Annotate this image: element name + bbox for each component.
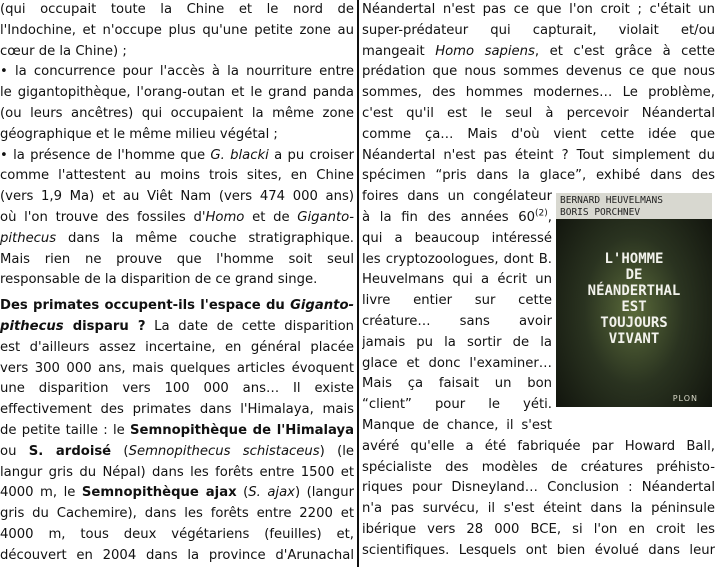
text-fragment: livre entier sur cette bbox=[362, 293, 552, 309]
text-fragment: effectivement des primates dans l'Himalaya, mais bbox=[0, 402, 354, 418]
text-line bbox=[0, 463, 354, 484]
text-line bbox=[362, 416, 552, 437]
left-column bbox=[0, 0, 354, 567]
text-fragment: Semnopithecus schistaceus bbox=[128, 443, 320, 459]
text-line bbox=[362, 541, 715, 562]
book-title-line: TOUJOURS bbox=[600, 315, 668, 331]
book-title-line: EST bbox=[621, 299, 647, 315]
text-fragment: n'a pas survécu, il s'est éteint dans la péninsule bbox=[362, 501, 715, 517]
text-fragment: (vers 1,9 Ma) et au Viêt Nam (vers 474 000 ans) bbox=[0, 189, 354, 205]
text-fragment: une disparition vers 100 000 ans… Il existe bbox=[0, 381, 354, 397]
book-title-line: NÉANDERTHAL bbox=[587, 283, 681, 299]
book-authors bbox=[556, 193, 712, 219]
text-fragment: à la fin des années 60 bbox=[362, 209, 536, 225]
text-line bbox=[362, 291, 552, 312]
book-title bbox=[556, 251, 712, 347]
text-fragment: G. blacki bbox=[210, 147, 269, 163]
text-line bbox=[362, 62, 715, 83]
text-fragment: Giganto- bbox=[297, 209, 354, 225]
text-fragment: l'Indochine, et n'occupe plus qu'une petite zone au bbox=[0, 22, 354, 38]
text-fragment: sommes, des hommes modernes… Le problème, bbox=[362, 85, 715, 101]
text-line bbox=[362, 104, 715, 125]
text-fragment: Néandertal n'est pas ce que l'on croit ; c'était un bbox=[362, 2, 715, 17]
column-divider bbox=[357, 0, 359, 567]
book-title-line: L'HOMME bbox=[604, 251, 664, 267]
text-line bbox=[0, 421, 354, 442]
text-fragment: mangeait bbox=[362, 43, 436, 59]
text-line bbox=[0, 270, 354, 291]
text-fragment: spécialiste des modèles de créatures préhisto- bbox=[362, 459, 715, 475]
text-line bbox=[362, 312, 552, 333]
text-fragment: Semnopithèque ajax bbox=[81, 485, 237, 501]
text-fragment: glace et donc l'examiner… bbox=[362, 355, 552, 371]
book-author: BORIS PORCHNEV bbox=[560, 207, 641, 218]
text-fragment: vers 300 000 ans, mais quelques articles évoquent bbox=[0, 360, 354, 376]
text-fragment: , et c'est grâce à cette bbox=[534, 43, 715, 59]
text-line bbox=[362, 395, 552, 416]
text-line bbox=[0, 400, 354, 421]
text-line bbox=[0, 187, 354, 208]
text-line bbox=[0, 42, 354, 63]
text-fragment: Homo sapiens bbox=[435, 43, 535, 59]
text-line bbox=[0, 338, 354, 359]
text-fragment: ( bbox=[236, 485, 249, 501]
text-fragment: le gigantopithèque, l'orang-outan et le grand panda bbox=[0, 85, 354, 101]
text-line bbox=[362, 520, 715, 541]
text-line bbox=[362, 458, 715, 479]
text-fragment: de petite taille : le bbox=[0, 422, 131, 438]
text-line bbox=[0, 504, 354, 525]
text-fragment: super-prédateur qui capturait, violait et/ou bbox=[362, 22, 715, 38]
text-fragment: Néandertal n'est pas éteint ? Tout simplement du bbox=[362, 147, 715, 163]
text-line bbox=[0, 208, 354, 229]
text-fragment: cœur de la Chine) ; bbox=[0, 43, 127, 59]
text-line bbox=[362, 270, 552, 291]
text-fragment: c'est qu'il est le seul à percevoir Néandertal bbox=[362, 105, 715, 121]
text-fragment: ( bbox=[111, 443, 129, 459]
text-line bbox=[362, 187, 552, 208]
text-line bbox=[362, 125, 715, 146]
text-line bbox=[362, 499, 715, 520]
text-line bbox=[0, 359, 354, 380]
text-line bbox=[0, 104, 354, 125]
footnote-ref: (2) bbox=[535, 208, 548, 219]
book-title-line: DE bbox=[625, 267, 643, 283]
text-line bbox=[362, 42, 715, 63]
text-line bbox=[0, 0, 354, 21]
text-line bbox=[0, 317, 354, 338]
text-line bbox=[0, 83, 354, 104]
text-line bbox=[0, 442, 354, 463]
text-line bbox=[362, 250, 552, 271]
text-fragment: dans la même couche stratigraphique. bbox=[56, 230, 354, 246]
text-line bbox=[362, 374, 552, 395]
text-fragment: géographique et le même milieu végétal ; bbox=[0, 126, 278, 142]
text-line bbox=[362, 478, 715, 499]
text-line bbox=[362, 21, 715, 42]
text-fragment: ibérique vers 28 000 BCE, si l'on en croit les bbox=[362, 521, 715, 537]
text-fragment: S. ajax bbox=[248, 485, 295, 501]
text-line bbox=[362, 146, 715, 167]
text-line bbox=[362, 333, 552, 354]
text-line bbox=[362, 208, 552, 229]
text-fragment: disparu ? bbox=[63, 318, 146, 334]
text-fragment: gris du Cachemire), dans les forêts entre 2200 et bbox=[0, 506, 354, 522]
text-fragment: responsable de la disparition de ce grand singe. bbox=[0, 272, 318, 288]
text-line bbox=[0, 525, 354, 546]
text-line bbox=[362, 0, 715, 21]
text-line bbox=[362, 83, 715, 104]
text-fragment: pithecus bbox=[0, 230, 57, 246]
text-fragment: avéré qu'elle a été fabriquée par Howard Ball, bbox=[362, 438, 715, 454]
text-fragment: Mais rien ne prouve que l'homme soit seul bbox=[0, 251, 354, 267]
text-line bbox=[362, 354, 552, 375]
text-line bbox=[0, 21, 354, 42]
text-fragment: comme l'attestent au moins trois sites, en Chine bbox=[0, 168, 354, 184]
text-fragment: ) (langur bbox=[294, 485, 354, 501]
text-line bbox=[362, 437, 715, 458]
book-author: BERNARD HEUVELMANS bbox=[560, 195, 663, 206]
text-fragment: Des primates occupent-ils l'espace du bbox=[0, 298, 291, 314]
text-fragment: ) (le bbox=[319, 443, 354, 459]
text-line bbox=[0, 483, 354, 504]
text-fragment: qui a beaucoup intéressé bbox=[362, 230, 552, 246]
text-line bbox=[0, 546, 354, 567]
text-fragment: est d'ailleurs assez incertaine, en général placée bbox=[0, 339, 354, 355]
text-fragment: scientifiques. Lesquels ont bien évolué dans leur bbox=[362, 542, 715, 558]
text-fragment: • la concurrence pour l'accès à la nourriture entre bbox=[0, 64, 354, 80]
text-fragment: les cryptozoologues, dont B. bbox=[362, 251, 552, 267]
text-line bbox=[362, 229, 552, 250]
text-fragment: “client” pour le yéti. bbox=[362, 397, 552, 413]
book-cover-image bbox=[556, 193, 712, 407]
text-fragment: Manque de chance, il s'est bbox=[362, 417, 552, 433]
text-fragment: Homo bbox=[205, 209, 245, 225]
text-fragment: où l'on trouve des fossiles d' bbox=[0, 209, 206, 225]
text-fragment: foires dans un congélateur bbox=[362, 189, 552, 205]
text-fragment: Mais ça faisait un bon bbox=[362, 376, 552, 392]
book-title-line: VIVANT bbox=[608, 331, 660, 347]
text-fragment: Heuvelmans qui a écrit un bbox=[362, 272, 552, 288]
text-fragment: , bbox=[547, 209, 552, 225]
text-fragment: créature… sans avoir bbox=[362, 313, 552, 329]
text-fragment: langur gris du Népal) dans les forêts entre 1500 et bbox=[0, 464, 354, 480]
text-fragment: Giganto- bbox=[290, 298, 354, 314]
text-fragment: a pu croiser bbox=[268, 147, 354, 163]
text-fragment: • la présence de l'homme que bbox=[0, 147, 211, 163]
text-fragment: Semnopithèque de l'Himalaya bbox=[130, 422, 354, 438]
text-line bbox=[0, 146, 354, 167]
text-fragment: La date de cette disparition bbox=[145, 318, 354, 334]
text-fragment: découvert en 2004 dans la province d'Arunachal bbox=[0, 547, 354, 563]
text-fragment: riques pour Disneyland… Conclusion : Néandertal bbox=[362, 480, 715, 496]
text-fragment: (qui occupait toute la Chine et le nord de bbox=[0, 2, 354, 17]
text-fragment: pithecus bbox=[0, 318, 64, 334]
text-fragment: et de bbox=[244, 209, 298, 225]
text-line bbox=[0, 125, 354, 146]
text-line bbox=[0, 250, 354, 271]
text-fragment: prédation que nous sommes devenus ce que nous bbox=[362, 64, 715, 80]
text-line bbox=[362, 166, 715, 187]
text-line bbox=[0, 296, 354, 317]
text-fragment: spécimen “pris dans la glace”, exhibé dans des bbox=[362, 168, 715, 184]
text-fragment: comme ça… Mais d'où vient cette idée que bbox=[362, 126, 715, 142]
text-fragment: jamais pu la sortir de la bbox=[362, 334, 552, 350]
book-publisher: PLON bbox=[672, 394, 698, 403]
text-line bbox=[0, 379, 354, 400]
text-fragment: (ou leurs ancêtres) qui occupaient la même zone bbox=[0, 105, 354, 121]
text-fragment: S. ardoisé bbox=[28, 443, 112, 459]
text-line bbox=[0, 62, 354, 83]
text-fragment: 4000 m, le bbox=[0, 485, 82, 501]
text-fragment: 4000 m, tous deux végétariens (feuilles) et, bbox=[0, 526, 354, 542]
text-line bbox=[0, 166, 354, 187]
text-fragment: ou bbox=[0, 443, 29, 459]
text-line bbox=[0, 229, 354, 250]
